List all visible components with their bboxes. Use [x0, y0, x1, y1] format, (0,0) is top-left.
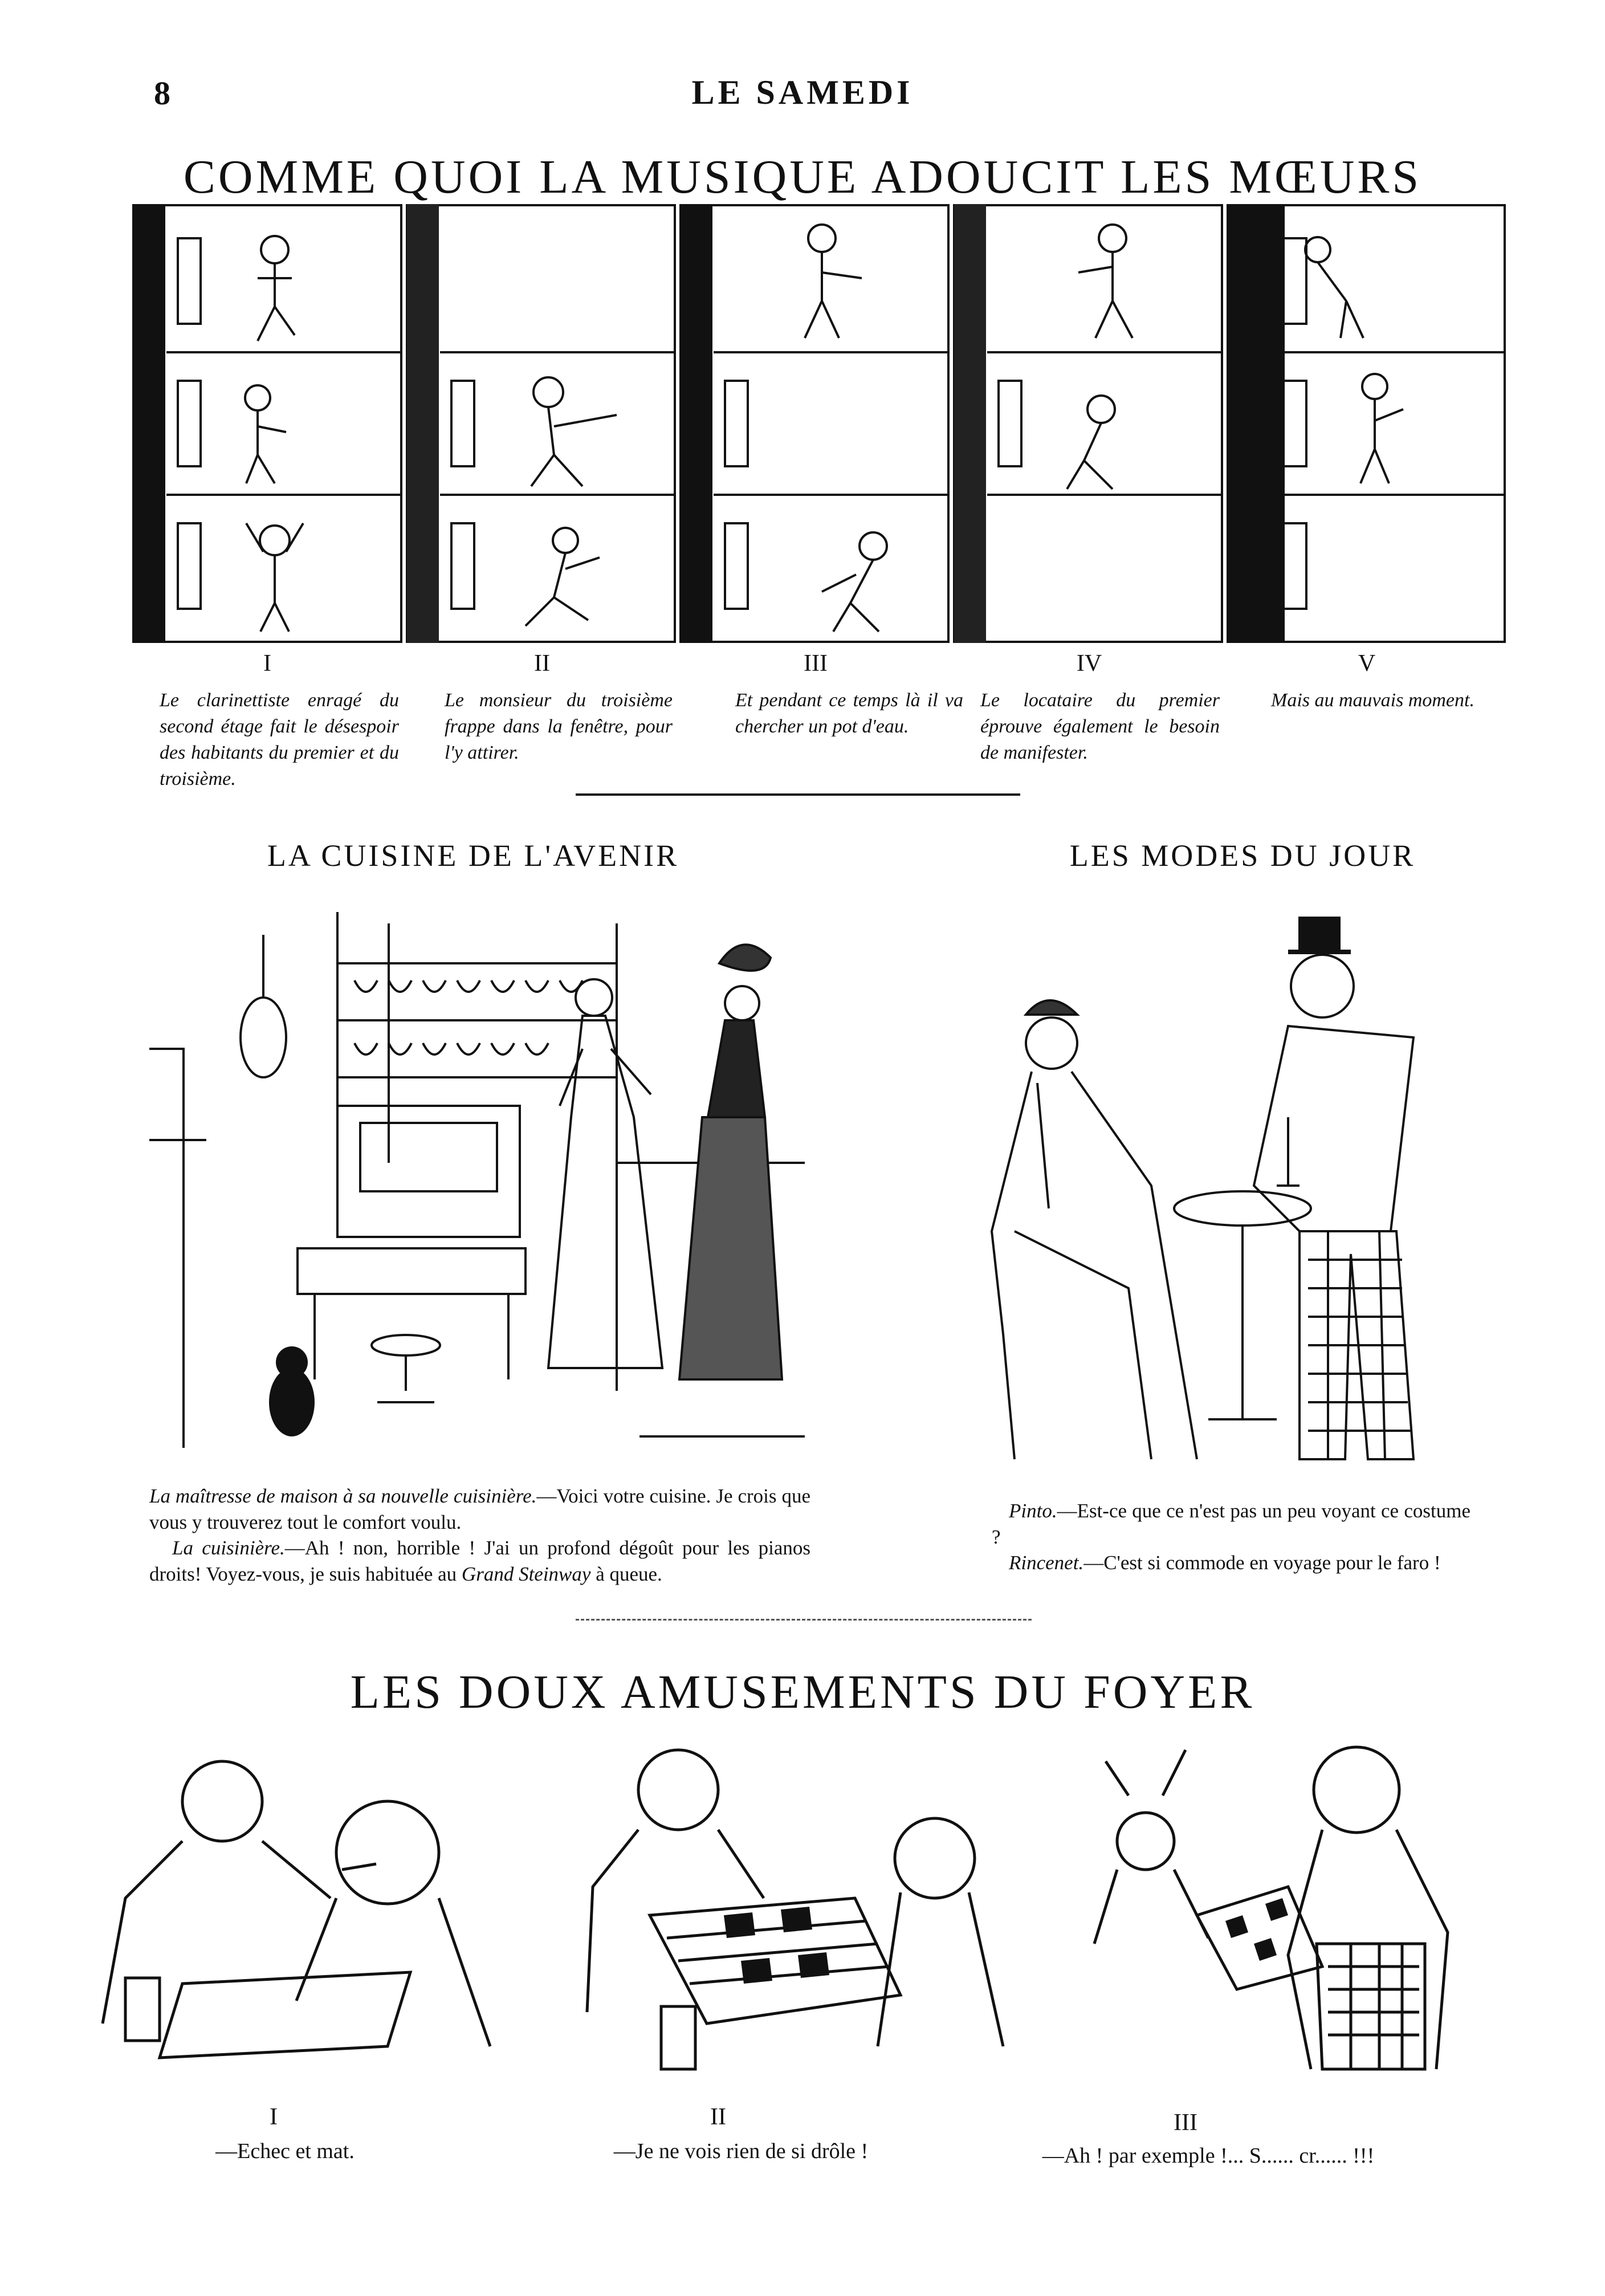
fashion-illustration	[980, 889, 1510, 1476]
section-divider-dashed	[576, 1619, 1032, 1621]
chess-panel-3-caption: —Ah ! par exemple !... S...... cr...... !!!	[1042, 2144, 1375, 2168]
music-strip	[132, 204, 1506, 643]
section-title-fashion: LES MODES DU JOUR	[1069, 838, 1416, 873]
music-panel-4-numeral: IV	[1076, 650, 1102, 677]
section-divider	[576, 793, 1020, 796]
chess-strip-illustration	[91, 1727, 1516, 2086]
chess-panel-1-numeral: I	[270, 2104, 278, 2130]
music-panel-1-numeral: I	[263, 650, 271, 677]
music-strip-illustration	[132, 204, 1506, 643]
music-panel-5-numeral: V	[1358, 650, 1376, 677]
music-panel-3-numeral: III	[804, 650, 828, 677]
music-panel-2-numeral: II	[534, 650, 550, 677]
kitchen-line-2a: —Ah ! non, horrible ! J'ai un profond dégoût pour les pianos droits! Voyez-vous, je suis habituée au	[149, 1537, 810, 1585]
music-panel-4-caption: Le locataire du premier éprouve également le besoin de manifester.	[980, 690, 1220, 763]
kitchen-speaker-2: La cuisinière.	[172, 1537, 285, 1559]
masthead: LE SAMEDI	[691, 74, 914, 111]
section-title-music: COMME QUOI LA MUSIQUE ADOUCIT LES MŒURS	[183, 150, 1422, 203]
section-title-kitchen: LA CUISINE DE L'AVENIR	[267, 838, 679, 873]
chess-panel-2-caption: —Je ne vois rien de si drôle !	[613, 2139, 869, 2163]
kitchen-brand: Grand Steinway	[461, 1562, 591, 1585]
chess-panel-2-numeral: II	[710, 2104, 726, 2130]
music-panel-1-caption: Le clarinettiste enragé du second étage fait le désespoir des habitants du premier et du troisième.	[160, 690, 399, 789]
section-title-chess: LES DOUX AMUSEMENTS DU FOYER	[350, 1666, 1255, 1719]
music-panel-3-caption: Et pendant ce temps là il va chercher un pot d'eau.	[735, 690, 963, 737]
chess-panel-3-numeral: III	[1174, 2110, 1197, 2136]
kitchen-line-2b: à queue.	[590, 1562, 662, 1585]
kitchen-caption	[149, 1483, 810, 1587]
kitchen-speaker-1: La maîtresse de maison à sa nouvelle cuisinière.	[149, 1485, 537, 1507]
kitchen-illustration	[149, 878, 805, 1471]
fashion-line-1: —Est-ce que ce n'est pas un peu voyant ce costume ?	[992, 1500, 1470, 1548]
fashion-speaker-2: Rincenet.	[1009, 1552, 1084, 1574]
kitchen-line-1: —Voici votre cuisine. Je crois que vous y trouverez tout le comfort voulu.	[149, 1485, 810, 1533]
music-panel-5-caption: Mais au mauvais moment.	[1271, 690, 1474, 711]
fashion-speaker-1: Pinto.	[1009, 1500, 1057, 1522]
fashion-line-2: —C'est si commode en voyage pour le faro !	[1083, 1552, 1441, 1574]
music-panel-2-caption: Le monsieur du troisième frappe dans la fenêtre, pour l'y attirer.	[445, 690, 673, 763]
chess-panel-1-caption: —Echec et mat.	[215, 2139, 355, 2163]
page-number: 8	[154, 75, 170, 112]
fashion-caption	[992, 1498, 1470, 1576]
